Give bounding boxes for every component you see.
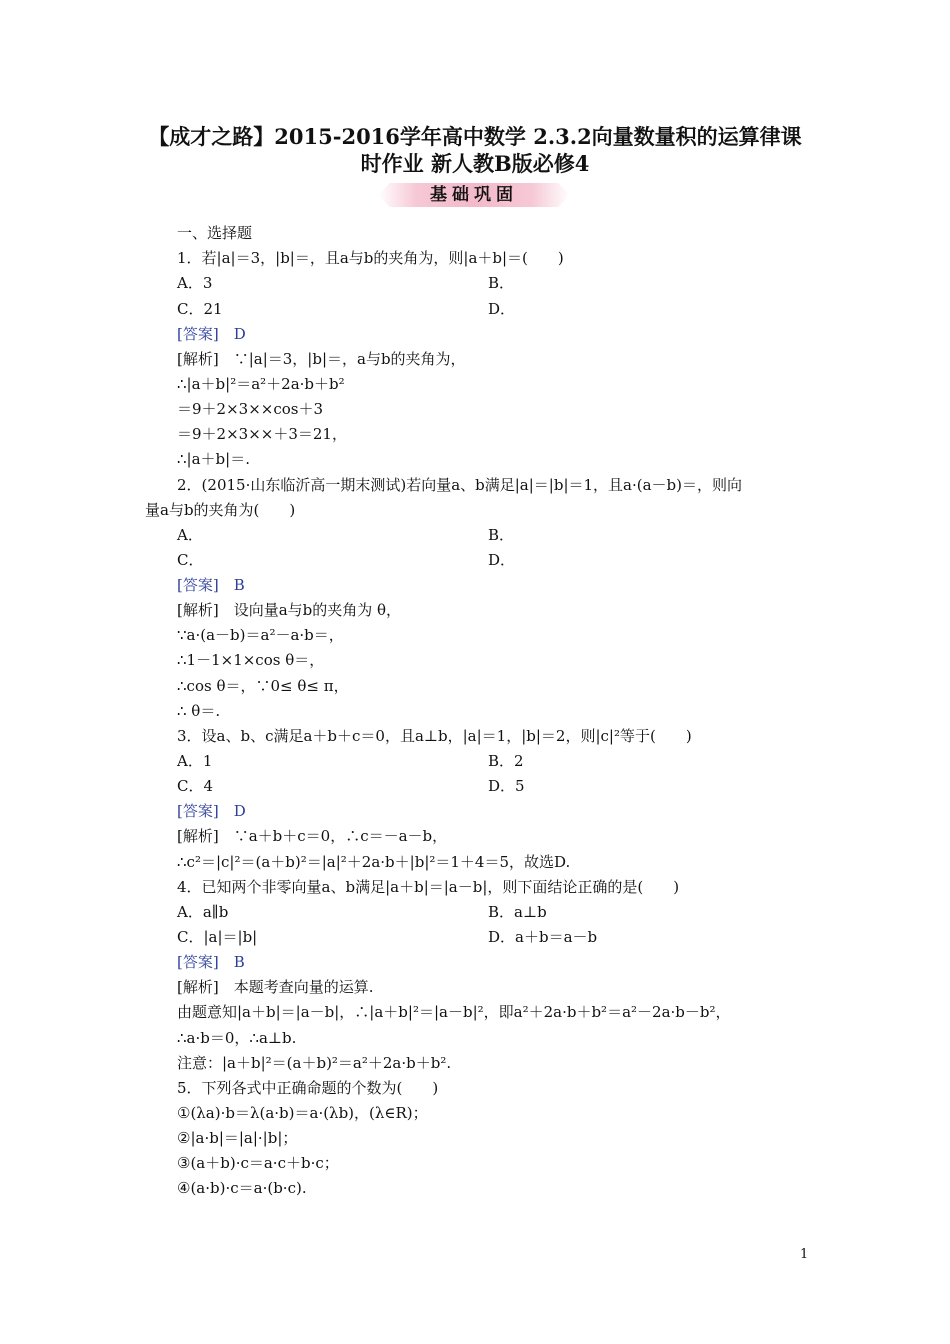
q1-step: ∴|a＋b|²＝a²＋2a·b＋b² <box>177 375 345 393</box>
q4-note: 注意：|a＋b|²＝(a＋b)²＝a²＋2a·b＋b². <box>177 1054 452 1072</box>
question-4: 4．已知两个非零向量a、b满足|a＋b|＝|a－b|，则下面结论正确的是( ) <box>177 878 680 896</box>
q3-step: ∴c²＝|c|²＝(a＋b)²＝|a|²＋2a·b＋|b|²＝1＋4＝5，故选D. <box>177 853 571 871</box>
question-2-cont: 量a与b的夹角为( ) <box>145 501 296 519</box>
q1-analysis: [解析] ∵|a|＝3，|b|＝，a与b的夹角为， <box>177 350 466 368</box>
q2-analysis: [解析] 设向量a与b的夹角为 θ， <box>177 601 402 619</box>
q2-step: ∵a·(a－b)＝a²－a·b＝， <box>177 626 344 644</box>
section-heading: 一、选择题 <box>177 224 253 242</box>
q2-step: ∴cos θ＝，∵0≤ θ≤ π， <box>177 677 349 695</box>
section-banner-label: 基础巩固 <box>430 185 518 205</box>
q1-answer: [答案] D <box>177 325 246 343</box>
q3-option-b: B．2 <box>488 752 524 770</box>
q2-option-a: A． <box>177 526 203 544</box>
q2-step: ∴ θ＝. <box>177 702 221 720</box>
q5-statement: ①(λa)·b＝λ(a·b)＝a·(λb)，(λ∈R)； <box>177 1104 428 1122</box>
q4-answer: [答案] B <box>177 953 245 971</box>
q1-option-b: B． <box>488 274 515 292</box>
q5-statement: ④(a·b)·c＝a·(b·c). <box>177 1179 307 1197</box>
q2-step: ∴1－1×1×cos θ＝， <box>177 651 325 669</box>
document-title-line-2: 时作业 新人教B版必修4 <box>360 151 590 176</box>
q4-option-a: A．a∥b <box>177 903 229 921</box>
q4-analysis: [解析] 本题考查向量的运算. <box>177 978 374 996</box>
q1-option-c: C．21 <box>177 300 223 318</box>
question-1: 1．若|a|＝3，|b|＝，且a与b的夹角为，则|a＋b|＝( ) <box>177 249 564 267</box>
q1-step: ＝9＋2×3××＋3＝21， <box>177 425 347 443</box>
q4-step: 由题意知|a＋b|＝|a－b|，∴|a＋b|²＝|a－b|²，即a²＋2a·b＋b²＝a²－2a·b－b²， <box>177 1003 731 1021</box>
question-3: 3．设a、b、c满足a＋b＋c＝0，且a⊥b，|a|＝1，|b|＝2，则|c|²等于( ) <box>177 727 692 745</box>
question-5: 5．下列各式中正确命题的个数为( ) <box>177 1079 439 1097</box>
q1-option-a: A．3 <box>177 274 213 292</box>
q2-answer: [答案] B <box>177 576 245 594</box>
q2-option-b: B． <box>488 526 515 544</box>
q1-step: ∴|a＋b|＝. <box>177 450 250 468</box>
q3-option-c: C．4 <box>177 777 214 795</box>
q3-option-a: A．1 <box>177 752 213 770</box>
q5-statement: ②|a·b|＝|a|·|b|； <box>177 1129 298 1147</box>
q4-option-b: B．a⊥b <box>488 903 547 921</box>
q1-option-d: D． <box>488 300 516 318</box>
q3-answer: [答案] D <box>177 802 246 820</box>
q4-option-d: D．a＋b＝a－b <box>488 928 598 946</box>
q1-step: ＝9＋2×3××cos＋3 <box>177 400 324 418</box>
question-2: 2．(2015·山东临沂高一期末测试)若向量a、b满足|a|＝|b|＝1，且a·(a－b)＝，则向 <box>177 476 743 494</box>
q2-option-d: D． <box>488 551 516 569</box>
q4-step: ∴a·b＝0，∴a⊥b. <box>177 1029 297 1047</box>
q3-analysis: [解析] ∵a＋b＋c＝0，∴c＝－a－b， <box>177 827 448 845</box>
document-title-line-1: 【成才之路】2015-2016学年高中数学 2.3.2向量数量积的运算律课 <box>148 124 802 149</box>
q4-option-c: C．|a|＝|b| <box>177 928 258 946</box>
q2-option-c: C． <box>177 551 204 569</box>
q3-option-d: D．5 <box>488 777 525 795</box>
q5-statement: ③(a＋b)·c＝a·c＋b·c； <box>177 1154 339 1172</box>
page-number: 1 <box>800 1247 809 1262</box>
